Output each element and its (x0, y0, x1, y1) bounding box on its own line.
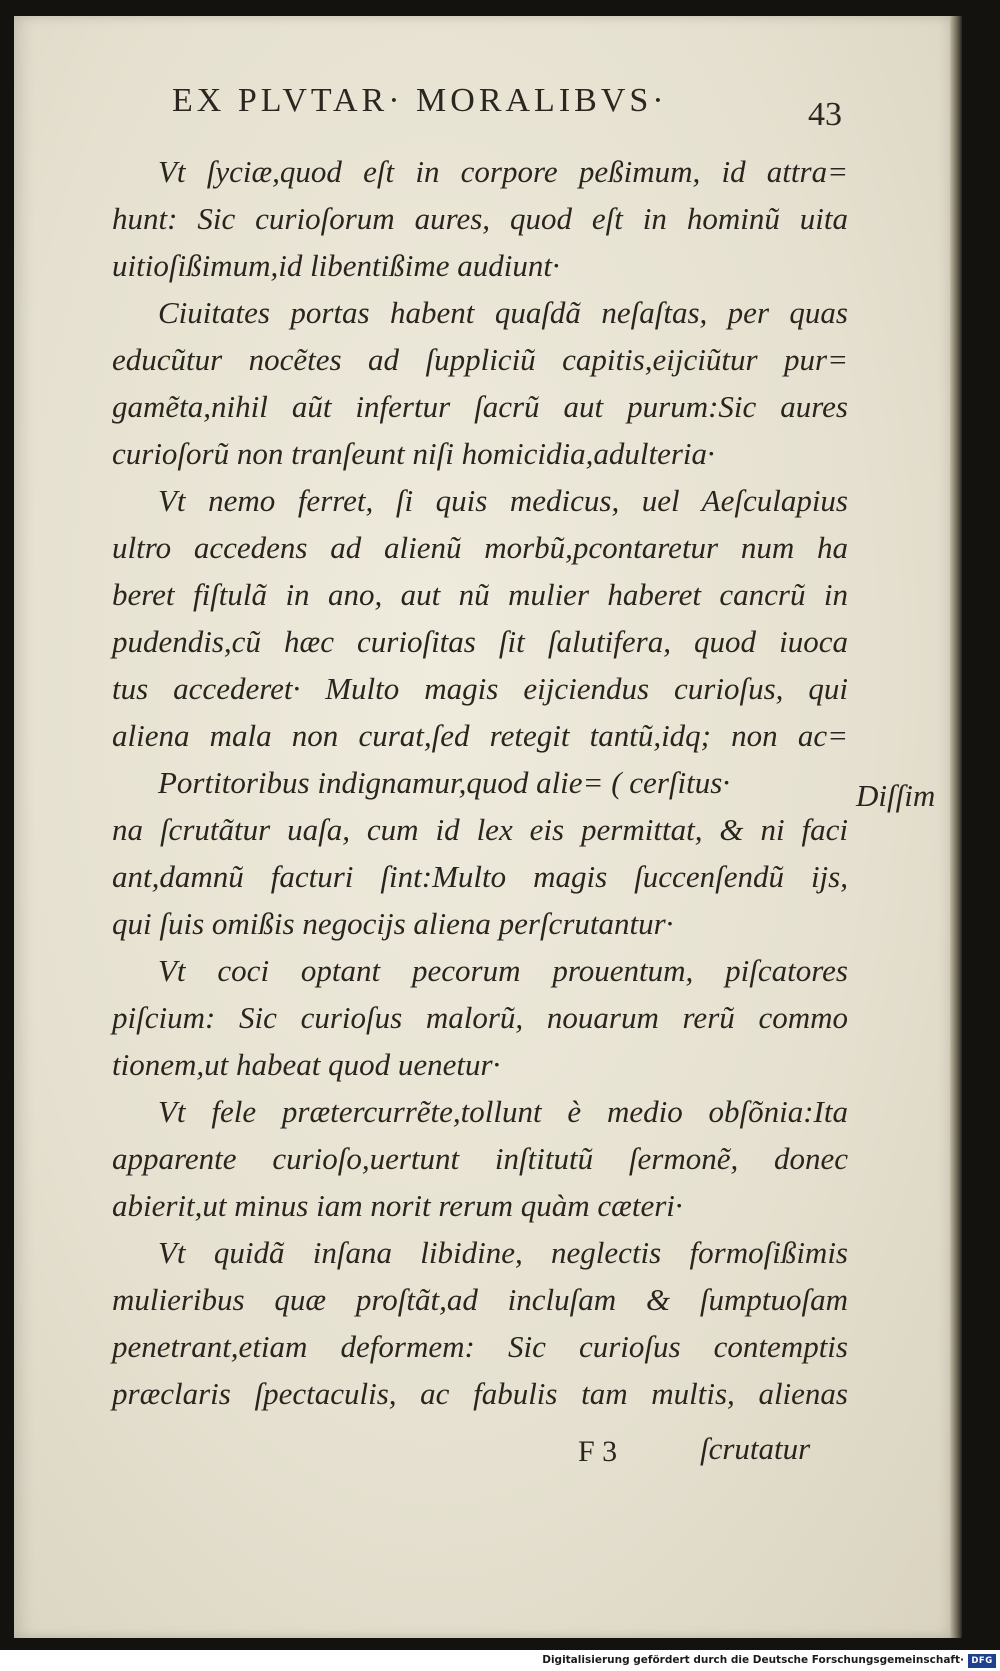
text-line: Vt nemo ferret, ſi quis medicus, uel Aeſculapius (158, 483, 848, 518)
text-line: na ſcrutãtur uaſa, cum id lex eis permittat, & ni faci (112, 812, 848, 847)
funding-credit: Digitalisierung gefördert durch die Deutsche Forschungsgemeinschaft· (542, 1654, 964, 1666)
text-line: qui ſuis omißis negocijs aliena perſcrutantur· (112, 906, 674, 941)
text-line: Vt quidã inſana libidine, neglectis formoſißimis (158, 1235, 848, 1270)
text-line: mulieribus quæ proſtãt,ad incluſam & ſumptuoſam (112, 1282, 848, 1317)
running-title: EX PLVTAR· MORALIBVS· (172, 82, 668, 119)
text-line: curioſorũ non tranſeunt niſi homicidia,adulteria· (112, 436, 715, 471)
text-line: Vt fele prætercurrẽte,tollunt è medio obſõnia:Ita (158, 1094, 848, 1129)
body-text (112, 148, 848, 1417)
text-line: gamẽta,nihil aũt infertur ſacrũ aut purum:Sic aures (112, 389, 848, 424)
page-edge-shadow (950, 16, 962, 1638)
text-line: beret fiſtulã in ano, aut nũ mulier haberet cancrũ in (112, 577, 848, 612)
text-line: ant,damnũ facturi ſint:Multo magis ſuccenſendũ ijs, (112, 859, 848, 894)
text-line: abierit,ut minus iam norit rerum quàm cæteri· (112, 1188, 683, 1223)
dfg-logo: DFG (968, 1654, 996, 1668)
text-line: hunt: Sic curioſorum aures, quod eſt in hominũ uita (112, 201, 848, 236)
text-line: uitioſißimum,id libentißime audiunt· (112, 248, 560, 283)
text-line: ultro accedens ad alienũ morbũ,pcontaretur num ha (112, 530, 848, 565)
text-line: Vt ſyciæ,quod eſt in corpore peßimum, id attra= (158, 154, 848, 189)
margin-note: Diſſim (856, 778, 936, 813)
text-line: educũtur nocẽtes ad ſuppliciũ capitis,eijciũtur pur= (112, 342, 848, 377)
text-line: præclaris ſpectaculis, ac fabulis tam multis, alienas (112, 1376, 848, 1411)
text-line: piſcium: Sic curioſus malorũ, nouarum rerũ commo (112, 1000, 848, 1035)
page-number: 43 (808, 96, 842, 133)
text-line: pudendis,cũ hæc curioſitas ſit ſalutifera, quod iuoca (112, 624, 848, 659)
signature-mark: F 3 (578, 1435, 618, 1468)
catchword: ſcrutatur (700, 1431, 811, 1466)
text-line: penetrant,etiam deformem: Sic curioſus contemptis (112, 1329, 848, 1364)
text-line: Vt coci optant pecorum prouentum, piſcatores (158, 953, 848, 988)
text-line: Portitoribus indignamur,quod alie= ( cerſitus· (158, 765, 731, 800)
text-line: tionem,ut habeat quod uenetur· (112, 1047, 501, 1082)
text-line: tus accederet· Multo magis eijciendus curioſus, qui (112, 671, 848, 706)
text-line: Ciuitates portas habent quaſdã neſaſtas, per quas (158, 295, 848, 330)
text-line: apparente curioſo,uertunt inſtitutũ ſermonẽ, donec (112, 1141, 848, 1176)
text-line: aliena mala non curat,ſed retegit tantũ,idq; non ac= (112, 718, 848, 753)
